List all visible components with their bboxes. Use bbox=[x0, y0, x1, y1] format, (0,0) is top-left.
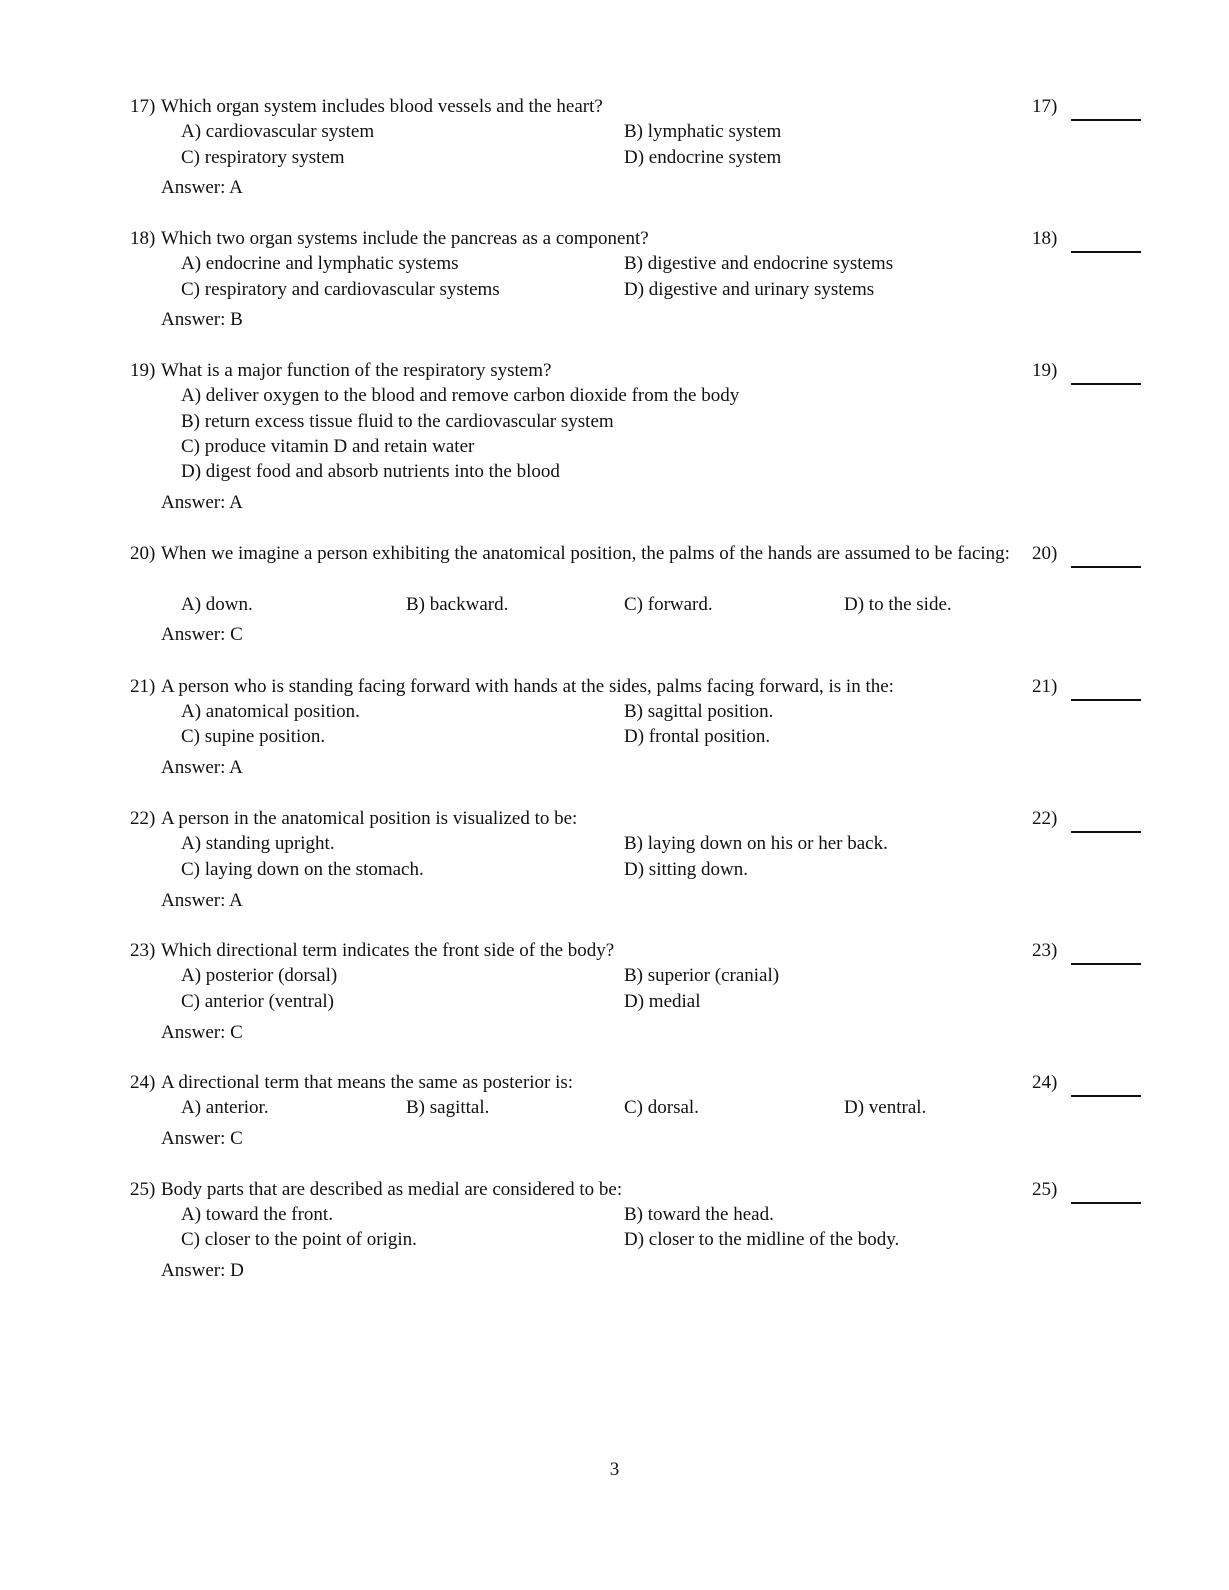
answer-blank[interactable] bbox=[1071, 699, 1141, 701]
question-stem bbox=[130, 1071, 573, 1095]
answer-key: Answer: C bbox=[161, 1022, 243, 1043]
option-c: C) anterior (ventral) bbox=[181, 991, 334, 1012]
answer-blank[interactable] bbox=[1071, 119, 1141, 121]
option-a: A) cardiovascular system bbox=[181, 121, 375, 142]
option-b: B) lymphatic system bbox=[624, 121, 782, 142]
answer-blank[interactable] bbox=[1071, 831, 1141, 833]
option-b: B) backward. bbox=[406, 594, 509, 615]
question-number: 22) bbox=[130, 808, 156, 829]
answer-key: Answer: C bbox=[161, 1128, 243, 1149]
option-d: D) closer to the midline of the body. bbox=[624, 1229, 900, 1250]
answer-key: Answer: D bbox=[161, 1260, 244, 1281]
answer-blank[interactable] bbox=[1071, 383, 1141, 385]
option-b: B) sagittal. bbox=[406, 1097, 490, 1118]
question-text: A person in the anatomical position is visualized to be: bbox=[161, 808, 578, 829]
option-b: B) toward the head. bbox=[624, 1204, 774, 1225]
answer-key: Answer: A bbox=[161, 177, 243, 198]
option-c: C) respiratory system bbox=[181, 147, 345, 168]
question-text: A directional term that means the same as posterior is: bbox=[161, 1072, 574, 1093]
option-b: B) laying down on his or her back. bbox=[624, 833, 888, 854]
page-number: 3 bbox=[609, 1459, 620, 1480]
question-text: Which two organ systems include the pancreas as a component? bbox=[161, 228, 649, 249]
answer-label: 20) bbox=[1032, 543, 1058, 564]
question-number: 19) bbox=[130, 360, 156, 381]
answer-key: Answer: A bbox=[161, 492, 243, 513]
answer-label: 17) bbox=[1032, 96, 1058, 117]
question-text: Which organ system includes blood vessels and the heart? bbox=[161, 96, 603, 117]
question-stem bbox=[130, 227, 649, 251]
option-c: C) produce vitamin D and retain water bbox=[181, 436, 475, 457]
question-text: A person who is standing facing forward with hands at the sides, palms facing forward, is in the: bbox=[161, 676, 894, 697]
option-c: C) supine position. bbox=[181, 726, 326, 747]
option-c: C) laying down on the stomach. bbox=[181, 859, 424, 880]
answer-label: 24) bbox=[1032, 1072, 1058, 1093]
option-d: D) ventral. bbox=[844, 1097, 927, 1118]
option-a: A) standing upright. bbox=[181, 833, 335, 854]
answer-label: 23) bbox=[1032, 940, 1058, 961]
option-a: A) endocrine and lymphatic systems bbox=[181, 253, 459, 274]
answer-blank[interactable] bbox=[1071, 963, 1141, 965]
question-text: Which directional term indicates the front side of the body? bbox=[161, 940, 615, 961]
question-number: 23) bbox=[130, 940, 156, 961]
question-number: 24) bbox=[130, 1072, 156, 1093]
answer-blank[interactable] bbox=[1071, 251, 1141, 253]
question-number: 20) bbox=[130, 543, 156, 564]
question-stem bbox=[130, 939, 614, 963]
question-text: Body parts that are described as medial are considered to be: bbox=[161, 1179, 623, 1200]
answer-blank[interactable] bbox=[1071, 1202, 1141, 1204]
answer-key: Answer: A bbox=[161, 890, 243, 911]
answer-key: Answer: A bbox=[161, 757, 243, 778]
answer-label: 19) bbox=[1032, 360, 1058, 381]
question-number: 21) bbox=[130, 676, 156, 697]
question-stem bbox=[130, 675, 894, 699]
option-c: C) respiratory and cardiovascular systems bbox=[181, 279, 500, 300]
question-number: 18) bbox=[130, 228, 156, 249]
question-stem bbox=[130, 95, 603, 119]
option-d: D) endocrine system bbox=[624, 147, 782, 168]
option-d: D) digestive and urinary systems bbox=[624, 279, 875, 300]
answer-blank[interactable] bbox=[1071, 566, 1141, 568]
option-d: D) sitting down. bbox=[624, 859, 749, 880]
answer-label: 22) bbox=[1032, 808, 1058, 829]
answer-label: 18) bbox=[1032, 228, 1058, 249]
option-a: A) toward the front. bbox=[181, 1204, 333, 1225]
option-a: A) down. bbox=[181, 594, 253, 615]
question-stem bbox=[130, 542, 1010, 566]
question-text: When we imagine a person exhibiting the anatomical position, the palms of the hands are assumed to be facing: bbox=[161, 543, 1010, 564]
option-c: C) forward. bbox=[624, 594, 713, 615]
question-number: 25) bbox=[130, 1179, 156, 1200]
answer-key: Answer: B bbox=[161, 309, 243, 330]
option-c: C) dorsal. bbox=[624, 1097, 699, 1118]
answer-label: 21) bbox=[1032, 676, 1058, 697]
option-d: D) medial bbox=[624, 991, 701, 1012]
option-b: B) superior (cranial) bbox=[624, 965, 780, 986]
option-a: A) anatomical position. bbox=[181, 701, 360, 722]
option-d: D) to the side. bbox=[844, 594, 952, 615]
option-d: D) digest food and absorb nutrients into the blood bbox=[181, 461, 560, 482]
question-stem bbox=[130, 1178, 622, 1202]
question-text: What is a major function of the respiratory system? bbox=[161, 360, 552, 381]
question-number: 17) bbox=[130, 96, 156, 117]
option-b: B) sagittal position. bbox=[624, 701, 774, 722]
answer-blank[interactable] bbox=[1071, 1095, 1141, 1097]
answer-key: Answer: C bbox=[161, 624, 243, 645]
option-b: B) digestive and endocrine systems bbox=[624, 253, 894, 274]
option-a: A) deliver oxygen to the blood and remove carbon dioxide from the body bbox=[181, 385, 740, 406]
option-a: A) posterior (dorsal) bbox=[181, 965, 338, 986]
question-stem bbox=[130, 359, 551, 383]
question-stem bbox=[130, 807, 577, 831]
answer-label: 25) bbox=[1032, 1179, 1058, 1200]
option-c: C) closer to the point of origin. bbox=[181, 1229, 417, 1250]
option-d: D) frontal position. bbox=[624, 726, 771, 747]
option-a: A) anterior. bbox=[181, 1097, 269, 1118]
option-b: B) return excess tissue fluid to the cardiovascular system bbox=[181, 411, 614, 432]
